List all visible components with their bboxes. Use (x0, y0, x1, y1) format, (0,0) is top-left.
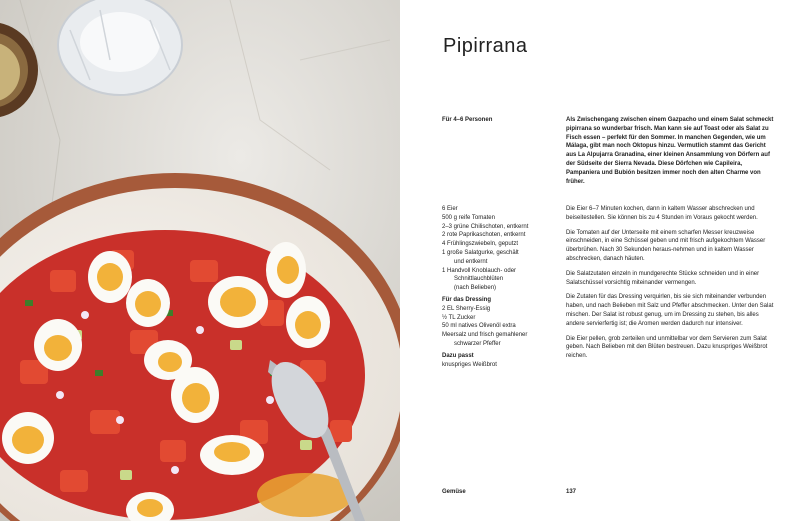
method-step: Die Zutaten für das Dressing verquirlen, bis sie sich miteinander verbunden haben, und nach Belieben mit Salz und Pfeffer abschmecken. Unter den Salat mischen. Der Salat ist robust genug, um im Dressing zu stehen, bis alles andere servierfertig ist; die Aromen werden dadurch nur intensiver. (566, 294, 774, 327)
servings: Für 4–6 Personen (442, 117, 493, 123)
ingredient-item: 6 Eier (442, 206, 458, 212)
ingredient-item-continued: schwarzer Pfeffer (454, 340, 501, 347)
ingredient-list (442, 205, 557, 369)
ingredient-item: ½ TL Zucker (442, 314, 476, 321)
recipe-intro: Als Zwischengang zwischen einem Gazpacho und einem Salat schmeckt pipirrana so wunderbar frisch. Man kann sie auf Toast oder als Salat zu Fisch essen – perfekt für den Sommer. In manchen Gegenden, wie um Málaga, gibt man noch Oktopus hinzu. Vermutlich stammt das Gericht aus La Alpujarra Granadina, einer kleinen Ansammlung von Dörfern auf der Südseite der Sierra Nevada. Diese Dörfchen wie Capileira, Pampaniera und Bubión besitzen immer noch den alten Charme von früher. (566, 117, 774, 185)
ingredient-item: 1 große Salatgurke, geschält (442, 249, 519, 256)
method-step: Die Tomaten auf der Unterseite mit einem scharfen Messer kreuzweise einschneiden, in eine Schüssel geben und mit frisch aufgekochtem Wasser überbrühen. Nach 30 Sekunden heraus-nehmen und in kaltem Wasser abschrecken, danach häuten. (566, 229, 766, 262)
ingredient-item: 2 rote Paprikaschoten, entkernt (442, 232, 526, 239)
method-step: Die Salatzutaten einzeln in mundgerechte Stücke schneiden und in einer Salatschüssel vorsichtig miteinander vermengen. (566, 270, 760, 286)
recipe-page (400, 0, 800, 521)
method-step: Die Eier 6–7 Minuten kochen, dann in kaltem Wasser abschrecken und beiseitestellen. Sie können bis zu 4 Stunden im Voraus gekocht werden. (566, 206, 758, 221)
ingredient-item: 500 g reife Tomaten (442, 214, 495, 221)
serve-item: knuspriges Weißbrot (442, 361, 497, 368)
recipe-title: Pipirrana (443, 35, 528, 57)
ingredient-item: 1 Handvoll Knoblauch- oder (442, 267, 517, 274)
ingredient-item-continued: (nach Belieben) (454, 285, 497, 292)
serve-heading: Dazu passt (442, 352, 474, 359)
method-step: Die Eier pellen, grob zerteilen und unmittelbar vor dem Servieren zum Salat geben. Nach Belieben mit den Blüten bestreuen. Dazu knuspriges Weißbrot reichen. (566, 335, 768, 360)
ingredient-item: 4 Frühlingszwiebeln, geputzt (442, 241, 519, 248)
ingredient-item: 50 ml natives Olivenöl extra (442, 323, 516, 330)
ingredient-item: 2 EL Sherry-Essig (442, 305, 491, 312)
ingredient-item: 2–3 grüne Chilischoten, entkernt (442, 223, 529, 230)
method-steps (566, 205, 778, 367)
ingredient-item-continued: Schnittlauchblüten (454, 276, 504, 283)
ingredient-item-continued: und entkernt (454, 258, 488, 265)
page-number: 137 (566, 489, 577, 495)
dressing-heading: Für das Dressing (442, 296, 492, 303)
section-footer: Gemüse (442, 489, 466, 495)
ingredient-item: Meersalz und frisch gemahlener (442, 332, 528, 339)
